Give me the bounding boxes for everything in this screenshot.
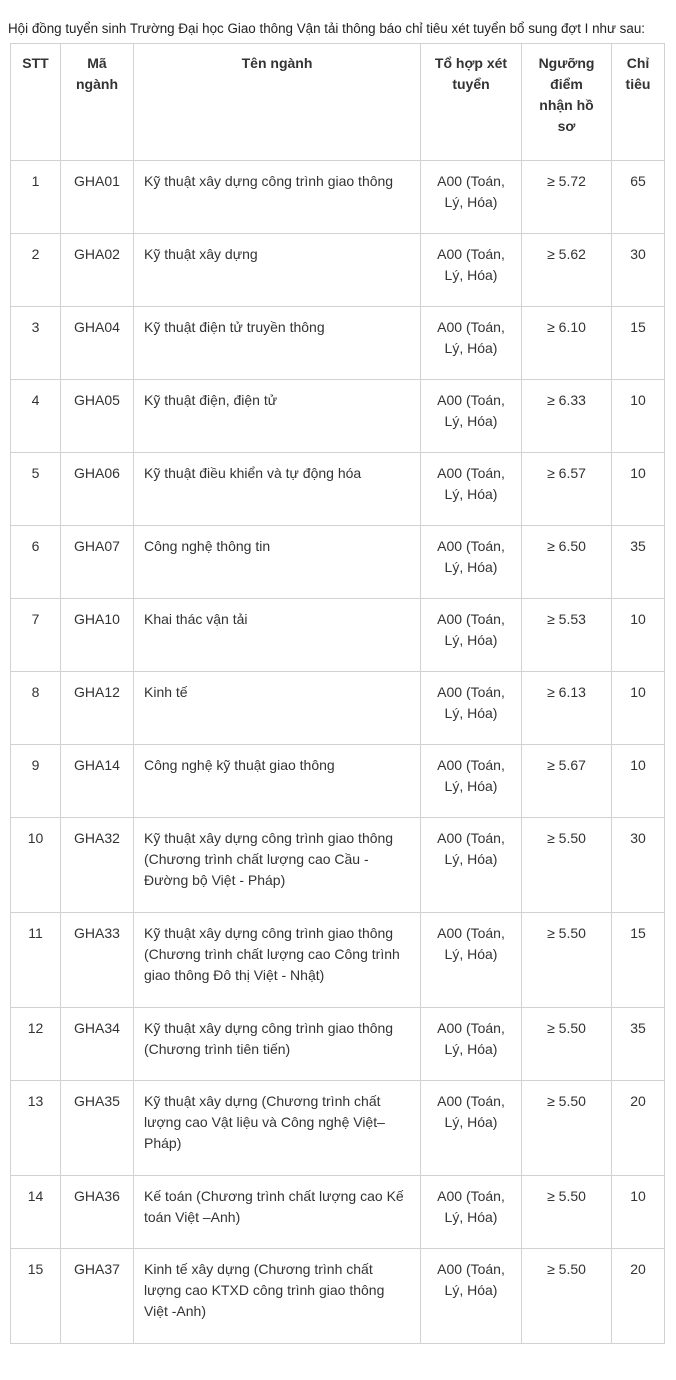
cell-score-threshold: ≥ 5.50 xyxy=(522,913,612,1008)
cell-subject-combo: A00 (Toán, Lý, Hóa) xyxy=(421,1176,522,1249)
table-row xyxy=(11,380,665,453)
cell-major-code: GHA33 xyxy=(61,913,134,1008)
cell-major-name: Kinh tế xây dựng (Chương trình chất lượng cao KTXD công trình giao thông Việt -Anh) xyxy=(134,1249,421,1344)
cell-quota: 10 xyxy=(612,672,665,745)
cell-quota: 10 xyxy=(612,453,665,526)
cell-quota: 65 xyxy=(612,161,665,234)
admission-quota-table xyxy=(10,43,665,1344)
cell-major-name: Kế toán (Chương trình chất lượng cao Kế toán Việt –Anh) xyxy=(134,1176,421,1249)
cell-subject-combo: A00 (Toán, Lý, Hóa) xyxy=(421,234,522,307)
cell-major-name: Khai thác vận tải xyxy=(134,599,421,672)
cell-major-name: Kỹ thuật xây dựng xyxy=(134,234,421,307)
cell-major-code: GHA10 xyxy=(61,599,134,672)
cell-subject-combo: A00 (Toán, Lý, Hóa) xyxy=(421,526,522,599)
cell-quota: 10 xyxy=(612,745,665,818)
cell-stt: 6 xyxy=(11,526,61,599)
cell-score-threshold: ≥ 5.50 xyxy=(522,1081,612,1176)
table-row xyxy=(11,234,665,307)
cell-major-name: Kỹ thuật điện tử truyền thông xyxy=(134,307,421,380)
table-row xyxy=(11,453,665,526)
cell-stt: 15 xyxy=(11,1249,61,1344)
cell-stt: 1 xyxy=(11,161,61,234)
table-row xyxy=(11,599,665,672)
cell-stt: 7 xyxy=(11,599,61,672)
cell-score-threshold: ≥ 5.50 xyxy=(522,1008,612,1081)
cell-major-code: GHA34 xyxy=(61,1008,134,1081)
cell-subject-combo: A00 (Toán, Lý, Hóa) xyxy=(421,307,522,380)
cell-major-name: Kinh tế xyxy=(134,672,421,745)
cell-quota: 35 xyxy=(612,526,665,599)
cell-stt: 10 xyxy=(11,818,61,913)
cell-score-threshold: ≥ 5.50 xyxy=(522,818,612,913)
header-stt: STT xyxy=(11,44,61,161)
table-row xyxy=(11,307,665,380)
cell-quota: 10 xyxy=(612,380,665,453)
cell-major-code: GHA14 xyxy=(61,745,134,818)
cell-subject-combo: A00 (Toán, Lý, Hóa) xyxy=(421,1249,522,1344)
cell-stt: 12 xyxy=(11,1008,61,1081)
cell-major-code: GHA07 xyxy=(61,526,134,599)
cell-major-code: GHA37 xyxy=(61,1249,134,1344)
cell-major-code: GHA35 xyxy=(61,1081,134,1176)
cell-quota: 20 xyxy=(612,1249,665,1344)
cell-score-threshold: ≥ 5.72 xyxy=(522,161,612,234)
cell-subject-combo: A00 (Toán, Lý, Hóa) xyxy=(421,913,522,1008)
table-row xyxy=(11,1008,665,1081)
cell-major-name: Công nghệ kỹ thuật giao thông xyxy=(134,745,421,818)
header-score-threshold: Ngưỡng điểm nhận hồ sơ xyxy=(522,44,612,161)
cell-major-code: GHA06 xyxy=(61,453,134,526)
cell-quota: 10 xyxy=(612,599,665,672)
cell-subject-combo: A00 (Toán, Lý, Hóa) xyxy=(421,1008,522,1081)
cell-stt: 5 xyxy=(11,453,61,526)
cell-major-code: GHA32 xyxy=(61,818,134,913)
cell-major-name: Công nghệ thông tin xyxy=(134,526,421,599)
cell-stt: 14 xyxy=(11,1176,61,1249)
table-row xyxy=(11,745,665,818)
cell-major-code: GHA05 xyxy=(61,380,134,453)
cell-quota: 20 xyxy=(612,1081,665,1176)
cell-subject-combo: A00 (Toán, Lý, Hóa) xyxy=(421,818,522,913)
cell-quota: 35 xyxy=(612,1008,665,1081)
cell-subject-combo: A00 (Toán, Lý, Hóa) xyxy=(421,453,522,526)
cell-score-threshold: ≥ 5.50 xyxy=(522,1249,612,1344)
cell-major-code: GHA36 xyxy=(61,1176,134,1249)
cell-major-code: GHA02 xyxy=(61,234,134,307)
table-row xyxy=(11,1081,665,1176)
cell-major-name: Kỹ thuật xây dựng công trình giao thông (Chương trình chất lượng cao Công trình giao thông Đô thị Việt - Nhật) xyxy=(134,913,421,1008)
cell-stt: 9 xyxy=(11,745,61,818)
header-quota: Chỉ tiêu xyxy=(612,44,665,161)
header-major-code: Mã ngành xyxy=(61,44,134,161)
cell-major-name: Kỹ thuật xây dựng công trình giao thông xyxy=(134,161,421,234)
cell-score-threshold: ≥ 6.10 xyxy=(522,307,612,380)
cell-major-name: Kỹ thuật xây dựng công trình giao thông (Chương trình chất lượng cao Cầu - Đường bộ Việt - Pháp) xyxy=(134,818,421,913)
cell-quota: 30 xyxy=(612,234,665,307)
table-row xyxy=(11,913,665,1008)
cell-stt: 4 xyxy=(11,380,61,453)
cell-major-name: Kỹ thuật điều khiển và tự động hóa xyxy=(134,453,421,526)
cell-subject-combo: A00 (Toán, Lý, Hóa) xyxy=(421,745,522,818)
header-major-name: Tên ngành xyxy=(134,44,421,161)
cell-score-threshold: ≥ 6.57 xyxy=(522,453,612,526)
cell-major-code: GHA12 xyxy=(61,672,134,745)
table-body xyxy=(11,161,665,1344)
cell-stt: 3 xyxy=(11,307,61,380)
cell-major-code: GHA01 xyxy=(61,161,134,234)
cell-major-name: Kỹ thuật xây dựng (Chương trình chất lượng cao Vật liệu và Công nghệ Việt–Pháp) xyxy=(134,1081,421,1176)
table-row xyxy=(11,161,665,234)
table-row xyxy=(11,818,665,913)
cell-score-threshold: ≥ 5.50 xyxy=(522,1176,612,1249)
cell-score-threshold: ≥ 6.50 xyxy=(522,526,612,599)
cell-score-threshold: ≥ 5.53 xyxy=(522,599,612,672)
cell-major-code: GHA04 xyxy=(61,307,134,380)
cell-major-name: Kỹ thuật điện, điện tử xyxy=(134,380,421,453)
header-row xyxy=(11,44,665,161)
cell-quota: 30 xyxy=(612,818,665,913)
table-header xyxy=(11,44,665,161)
cell-subject-combo: A00 (Toán, Lý, Hóa) xyxy=(421,1081,522,1176)
cell-quota: 15 xyxy=(612,307,665,380)
cell-stt: 2 xyxy=(11,234,61,307)
header-subject-combo: Tổ hợp xét tuyển xyxy=(421,44,522,161)
cell-subject-combo: A00 (Toán, Lý, Hóa) xyxy=(421,599,522,672)
cell-subject-combo: A00 (Toán, Lý, Hóa) xyxy=(421,672,522,745)
cell-score-threshold: ≥ 5.62 xyxy=(522,234,612,307)
cell-subject-combo: A00 (Toán, Lý, Hóa) xyxy=(421,161,522,234)
cell-stt: 8 xyxy=(11,672,61,745)
table-row xyxy=(11,672,665,745)
cell-quota: 10 xyxy=(612,1176,665,1249)
cell-stt: 11 xyxy=(11,913,61,1008)
table-row xyxy=(11,1249,665,1344)
cell-score-threshold: ≥ 5.67 xyxy=(522,745,612,818)
intro-text: Hội đồng tuyển sinh Trường Đại học Giao thông Vận tải thông báo chỉ tiêu xét tuyển bổ sung đợt I như sau: xyxy=(8,21,645,37)
cell-score-threshold: ≥ 6.13 xyxy=(522,672,612,745)
cell-subject-combo: A00 (Toán, Lý, Hóa) xyxy=(421,380,522,453)
cell-major-name: Kỹ thuật xây dựng công trình giao thông (Chương trình tiên tiến) xyxy=(134,1008,421,1081)
cell-score-threshold: ≥ 6.33 xyxy=(522,380,612,453)
cell-stt: 13 xyxy=(11,1081,61,1176)
cell-quota: 15 xyxy=(612,913,665,1008)
table-row xyxy=(11,1176,665,1249)
table-row xyxy=(11,526,665,599)
